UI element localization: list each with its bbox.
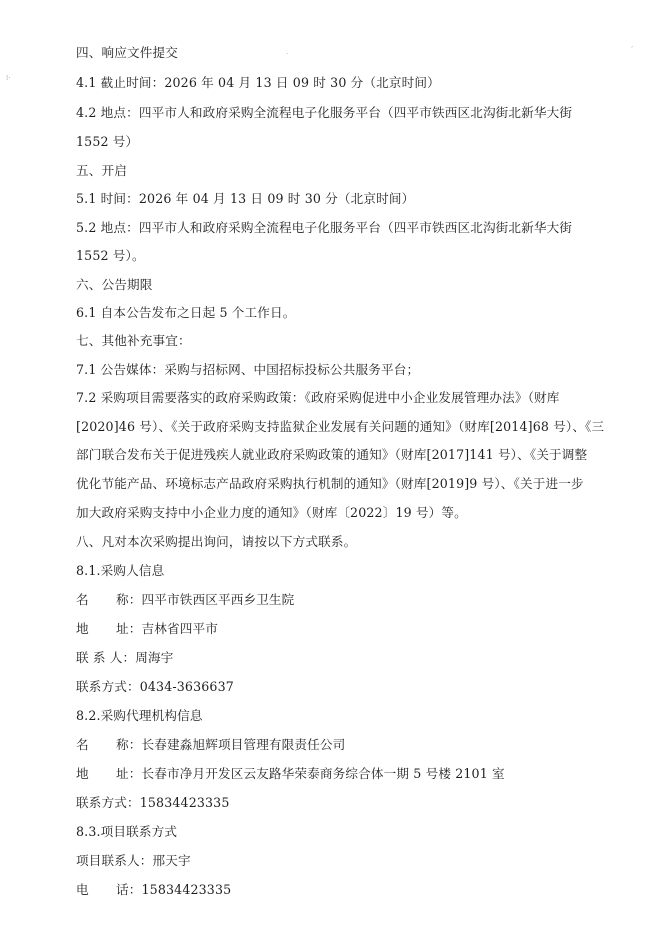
project-contact-title: 8.3.项目联系方式 (76, 824, 178, 839)
section-6-title: 六、公告期限 (76, 277, 153, 292)
purchaser-name: 四平市铁西区平西乡卫生院 (141, 592, 295, 607)
section-5-title: 五、开启 (76, 163, 127, 178)
purchaser-name-row (76, 592, 294, 608)
scan-mark-icon: ⁞· (6, 74, 11, 82)
agency-phone: 15834423335 (139, 795, 230, 810)
project-contact: 邢天宇 (152, 853, 191, 868)
notice-media: 7.1 公告媒体：采购与招标网、中国招标投标公共服务平台； (76, 362, 420, 377)
agency-name-row (76, 737, 345, 753)
submission-location: 4.2 地点：四平市人和政府采购全流程电子化服务平台（四平市铁西区北沟街北新华大街 (76, 105, 573, 120)
project-contact-row (76, 853, 191, 869)
opening-time: 5.1 时间：2026 年 04 月 13 日 09 时 30 分（北京时间） (76, 191, 415, 206)
purchaser-name-label-a: 名 (76, 592, 89, 607)
submission-location-cont: 1552 号） (76, 134, 139, 149)
purchaser-contact-label: 联 系 人： (76, 650, 136, 665)
purchaser-phone-row (76, 679, 234, 695)
agency-info-title: 8.2.采购代理机构信息 (76, 708, 203, 723)
opening-location: 5.2 地点：四平市人和政府采购全流程电子化服务平台（四平市铁西区北沟街北新华大街 (76, 220, 573, 235)
purchaser-name-label-b: 称： (116, 592, 142, 607)
agency-name-label-a: 名 (76, 737, 89, 752)
project-phone-label-b: 话： (116, 882, 142, 897)
notice-period: 6.1 自本公告发布之日起 5 个工作日。 (76, 305, 296, 320)
purchaser-contact: 周海宇 (135, 650, 174, 665)
policy-line-3: 部门联合发布关于促进残疾人就业政府采购政策的通知》（财库[2017]141 号）、《关于调整 (76, 447, 588, 462)
agency-address: 长春市净月开发区云友路华荣泰商务综合体一期 5 号楼 2101 室 (141, 766, 505, 781)
purchaser-info-title: 8.1.采购人信息 (76, 563, 165, 578)
agency-name-label-b: 称： (116, 737, 142, 752)
project-phone-row (76, 882, 231, 898)
scan-dot-icon: · (286, 50, 289, 58)
agency-name: 长春建淼旭辉项目管理有限责任公司 (141, 737, 346, 752)
policy-line-4: 优化节能产品、环境标志产品政府采购执行机制的通知》（财库[2019]9 号）、《关于进一步 (76, 476, 584, 491)
section-8-title: 八、凡对本次采购提出询问，请按以下方式联系。 (76, 534, 357, 549)
purchaser-contact-row (76, 650, 174, 666)
opening-location-cont: 1552 号）。 (76, 248, 145, 263)
policy-line-2: [2020]46 号）、《关于政府采购支持监狱企业发展有关问题的通知》（财库[2014]68 号）、《三 (76, 419, 605, 434)
submission-deadline: 4.1 截止时间：2026 年 04 月 13 日 09 时 30 分（北京时间） (76, 75, 440, 90)
agency-address-label-a: 地 (76, 766, 89, 781)
purchaser-address-row (76, 621, 218, 637)
purchaser-phone: 0434-3636637 (139, 679, 234, 694)
agency-phone-row (76, 795, 230, 811)
purchaser-phone-label: 联系方式： (76, 679, 140, 694)
project-phone: 15834423335 (141, 882, 232, 897)
section-7-title: 七、其他补充事宜： (76, 333, 191, 348)
agency-phone-label: 联系方式： (76, 795, 140, 810)
policy-line-1: 7.2 采购项目需要落实的政府采购政策：《政府采购促进中小企业发展管理办法》（财库 (76, 390, 560, 405)
purchaser-address-label-b: 址： (116, 621, 142, 636)
policy-line-5: 加大政府采购支持中小企业力度的通知》（财库〔2022〕19 号）等。 (76, 505, 467, 520)
agency-address-label-b: 址： (116, 766, 142, 781)
section-4-title: 四、响应文件提交 (76, 45, 178, 60)
agency-address-row (76, 766, 505, 782)
project-contact-label: 项目联系人： (76, 853, 153, 868)
project-phone-label-a: 电 (76, 882, 89, 897)
purchaser-address-label-a: 地 (76, 621, 89, 636)
scan-tick-icon: ˊ (630, 46, 634, 54)
purchaser-address: 吉林省四平市 (141, 621, 218, 636)
